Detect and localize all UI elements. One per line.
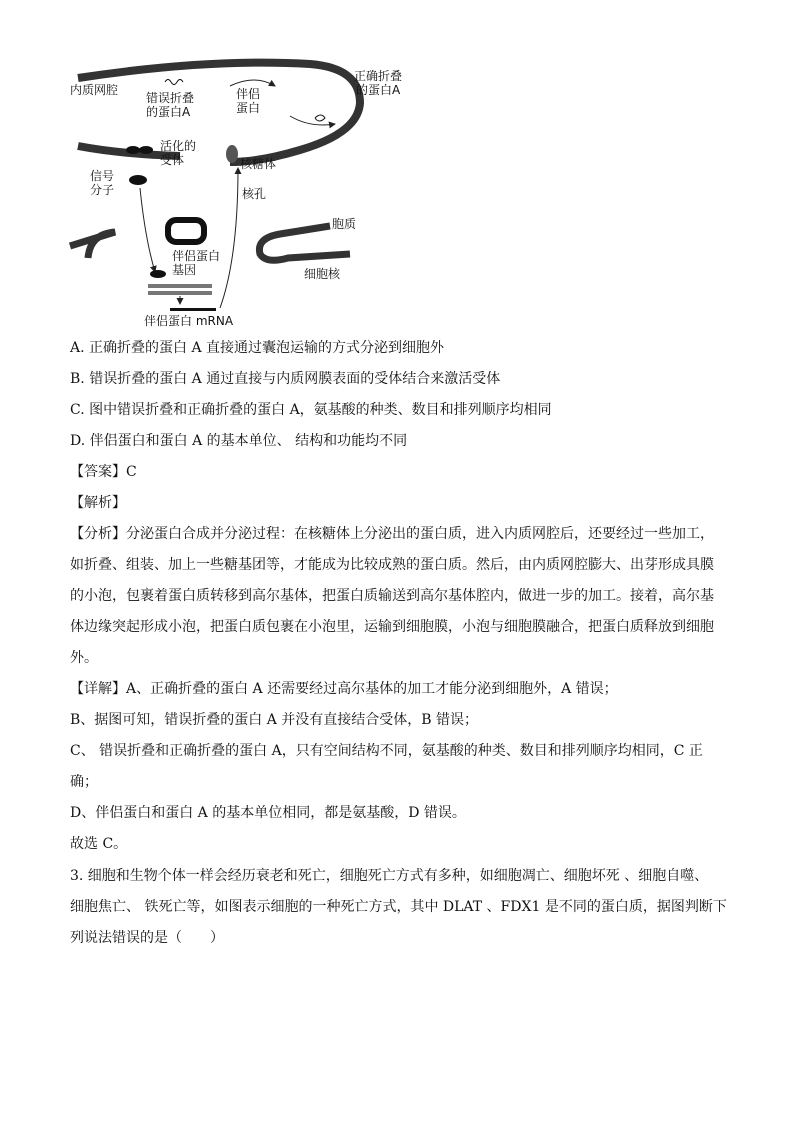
receptor-icon-2 xyxy=(139,146,153,154)
label-chaperone-2: 蛋白 xyxy=(236,101,261,115)
option-d: D. 伴侣蛋白和蛋白 A 的基本单位、 结构和功能均不同 xyxy=(70,433,408,449)
arrow-mrna-to-ribosome xyxy=(220,168,238,308)
mrna-icon xyxy=(170,308,216,311)
detail-line: 确； xyxy=(70,774,98,790)
option-a: A. 正确折叠的蛋白 A 直接通过囊泡运输的方式分泌到细胞外 xyxy=(70,340,445,356)
ribosome-icon xyxy=(226,145,238,163)
label-activated-2: 受体 xyxy=(160,153,185,167)
label-nucleus: 细胞核 xyxy=(304,267,341,281)
analysis-header: 【解析】 xyxy=(70,495,126,511)
answer-line: 【答案】C xyxy=(70,464,137,480)
analysis-line: 如折叠、组装、加上一些糖基团等，才能成为比较成熟的蛋白质。然后，由内质网腔膨大、出芽形成具膜 xyxy=(70,557,714,573)
nuclear-envelope-left xyxy=(70,232,115,258)
label-chaperone-1: 伴侣 xyxy=(236,87,261,101)
analysis-line: 【分析】分泌蛋白合成并分泌过程：在核糖体上分泌出的蛋白质，进入内质网腔后，还要经过一些加工， xyxy=(70,526,714,542)
arrow-to-correct xyxy=(290,116,335,125)
misfolded-protein-icon xyxy=(165,80,183,85)
analysis-line: 的小泡，包裹着蛋白质转移到高尔基体，把蛋白质输送到高尔基体腔内，做进一步的加工。接着，高尔基 xyxy=(70,588,714,604)
question3-line: 3. 细胞和生物个体一样会经历衰老和死亡，细胞死亡方式有多种，如细胞凋亡、细胞坏死 、细胞自噬、 xyxy=(70,868,709,884)
detail-line: C、 错误折叠和正确折叠的蛋白 A，只有空间结构不同，氨基酸的种类、数目和排列顺序均相同，C 正 xyxy=(70,743,703,759)
label-correct-1: 正确折叠 xyxy=(354,69,403,83)
label-gene-2: 基因 xyxy=(172,263,197,277)
figure-svg xyxy=(60,58,420,333)
detail-line: B、据图可知，错误折叠的蛋白 A 并没有直接结合受体，B 错误； xyxy=(70,712,479,728)
detail-line: D、伴侣蛋白和蛋白 A 的基本单位相同，都是氨基酸，D 错误。 xyxy=(70,805,466,821)
folded-protein-icon xyxy=(315,115,325,121)
label-misfolded-2: 的蛋白A xyxy=(146,105,191,119)
label-signal-2: 分子 xyxy=(90,183,115,197)
nuclear-pore-icon xyxy=(168,220,204,242)
analysis-line: 外。 xyxy=(70,650,98,666)
label-er-lumen: 内质网腔 xyxy=(70,83,119,97)
question3-line: 细胞焦亡、 铁死亡等，如图表示细胞的一种死亡方式，其中 DLAT 、FDX1 是不同的蛋白质，据图判断下 xyxy=(70,899,727,915)
option-c: C. 图中错误折叠和正确折叠的蛋白 A，氨基酸的种类、数目和排列顺序均相同 xyxy=(70,402,552,418)
detail-line: 故选 C。 xyxy=(70,836,128,852)
receptor-icon xyxy=(126,146,140,154)
label-mrna: 伴侣蛋白 mRNA xyxy=(144,314,234,328)
label-correct-2: 的蛋白A xyxy=(356,83,401,97)
analysis-line: 体边缘突起形成小泡，把蛋白质包裹在小泡里，运输到细胞膜，小泡与细胞膜融合，把蛋白质释放到细胞 xyxy=(70,619,714,635)
label-ribosome: 核糖体 xyxy=(240,157,277,171)
label-cytoplasm: 胞质 xyxy=(332,217,357,231)
nuclear-envelope-right xyxy=(259,226,350,260)
label-activated-1: 活化的 xyxy=(160,139,197,153)
option-b: B. 错误折叠的蛋白 A 通过直接与内质网膜表面的受体结合来激活受体 xyxy=(70,371,501,387)
chaperone-icon-right xyxy=(275,90,290,109)
arrow-signal-to-gene xyxy=(140,188,155,272)
label-gene-1: 伴侣蛋白 xyxy=(172,249,221,263)
label-nuclear-pore: 核孔 xyxy=(242,187,267,201)
signal-molecule-icon xyxy=(129,175,147,185)
gene-dna-icon xyxy=(148,284,212,288)
detail-line: 【详解】A、正确折叠的蛋白 A 还需要经过高尔基体的加工才能分泌到细胞外，A 错误； xyxy=(70,681,618,697)
er-chaperone-figure xyxy=(60,58,420,333)
gene-dna-icon-2 xyxy=(148,291,212,295)
arrow-to-chaperone xyxy=(230,80,275,86)
label-signal-1: 信号 xyxy=(90,169,115,183)
er-membrane-outer xyxy=(78,63,360,162)
gene-activator-icon xyxy=(150,270,166,278)
label-misfolded-1: 错误折叠 xyxy=(146,91,195,105)
question3-line: 列说法错误的是（ ） xyxy=(70,930,224,946)
